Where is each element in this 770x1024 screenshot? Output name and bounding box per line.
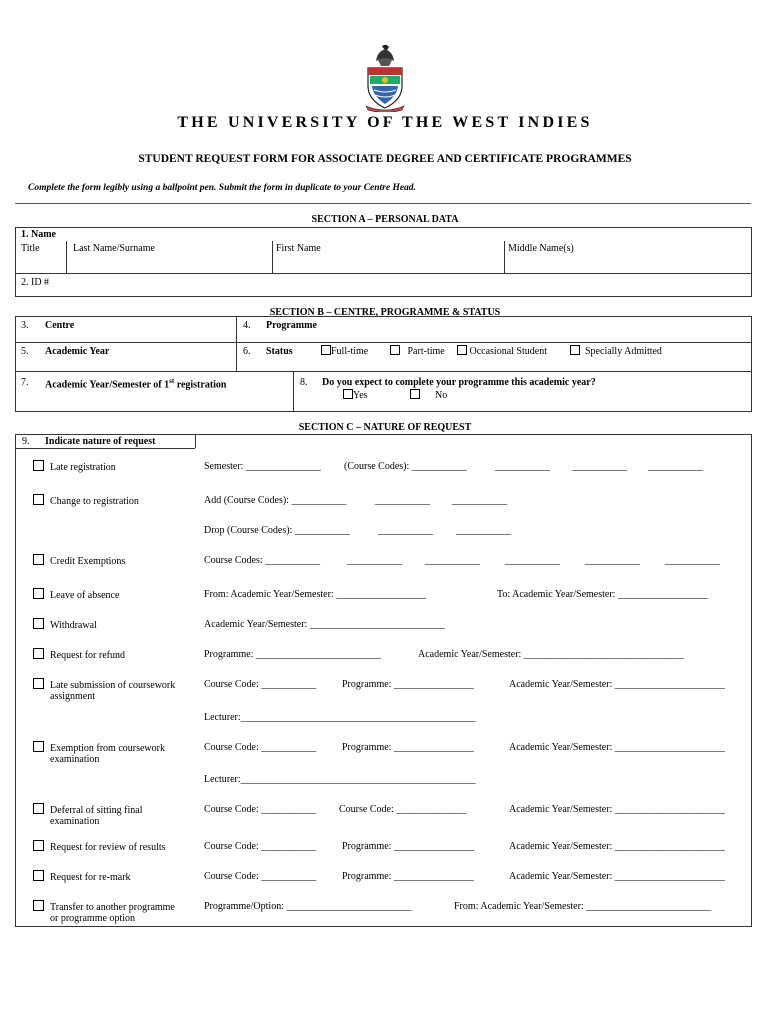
exemption-label-cont: examination xyxy=(50,754,100,765)
nature-of-request-label: Indicate nature of request xyxy=(45,436,156,447)
academic-year-semester-field[interactable]: Academic Year/Semester: ______________________ xyxy=(509,679,725,690)
section-b-heading: SECTION B – CENTRE, PROGRAMME & STATUS xyxy=(269,307,501,318)
lecturer-field[interactable]: Lecturer:_______________________________________________ xyxy=(204,712,476,723)
course-code-field[interactable]: ___________ xyxy=(585,555,640,566)
complete-yes-option[interactable]: Yes xyxy=(343,389,368,401)
lecturer-field[interactable]: Lecturer:_______________________________________________ xyxy=(204,774,476,785)
checkbox-icon xyxy=(343,389,353,399)
drop-course-code-field[interactable]: ___________ xyxy=(378,525,433,536)
section-c-heading: SECTION C – NATURE OF REQUEST xyxy=(298,422,472,433)
first-registration-field-label[interactable]: Academic Year/Semester of 1st registration xyxy=(45,377,227,391)
middle-name-field-label[interactable]: Middle Name(s) xyxy=(508,243,574,254)
programme-field[interactable]: Programme: _________________________ xyxy=(204,649,381,660)
status-label: Status xyxy=(266,346,293,357)
late-submission-label-cont: assignment xyxy=(50,691,95,702)
remark-option[interactable]: Request for re-mark xyxy=(33,870,131,883)
section-b-box xyxy=(15,316,752,412)
header-divider xyxy=(15,203,751,204)
course-code-field[interactable]: Course Code: ______________ xyxy=(339,804,467,815)
course-code-field[interactable]: ___________ xyxy=(495,461,550,472)
semester-field[interactable]: Semester: _______________ xyxy=(204,461,321,472)
academic-year-semester-field[interactable]: Academic Year/Semester: ______________________ xyxy=(509,742,725,753)
exemption-coursework-option[interactable]: Exemption from coursework xyxy=(33,741,165,754)
checkbox-icon xyxy=(33,678,44,689)
academic-year-semester-field[interactable]: Academic Year/Semester: ______________________ xyxy=(509,804,725,815)
checkbox-icon xyxy=(33,900,44,911)
programme-option-field[interactable]: Programme/Option: _________________________ xyxy=(204,901,412,912)
add-course-code-field[interactable]: ___________ xyxy=(375,495,430,506)
title-field-label[interactable]: Title xyxy=(21,243,40,254)
form-title: STUDENT REQUEST FORM FOR ASSOCIATE DEGREE AND CERTIFICATE PROGRAMMES xyxy=(138,153,632,165)
course-code-field[interactable]: Course Code: ___________ xyxy=(204,679,317,690)
checkbox-icon xyxy=(570,345,580,355)
checkbox-icon xyxy=(33,618,44,629)
add-course-code-field[interactable]: ___________ xyxy=(452,495,507,506)
checkbox-icon xyxy=(33,741,44,752)
change-registration-option[interactable]: Change to registration xyxy=(33,494,139,507)
course-code-field[interactable]: Course Code: ___________ xyxy=(204,804,317,815)
programme-field[interactable]: Programme: ________________ xyxy=(342,742,474,753)
course-code-field[interactable]: (Course Codes): ___________ xyxy=(344,461,467,472)
university-title: THE UNIVERSITY OF THE WEST INDIES xyxy=(177,114,593,131)
checkbox-icon xyxy=(33,588,44,599)
course-code-field[interactable]: ___________ xyxy=(347,555,402,566)
university-crest-logo xyxy=(360,42,410,112)
nature-num: 9. xyxy=(22,436,30,447)
checkbox-icon xyxy=(33,648,44,659)
first-name-field-label[interactable]: First Name xyxy=(276,243,321,254)
course-code-field[interactable]: ___________ xyxy=(505,555,560,566)
complete-num: 8. xyxy=(300,377,308,388)
academic-year-semester-field[interactable]: Academic Year/Semester: ______________________ xyxy=(509,841,725,852)
section-a-box xyxy=(15,227,752,297)
checkbox-icon xyxy=(33,870,44,881)
withdrawal-option[interactable]: Withdrawal xyxy=(33,618,97,631)
academic-year-semester-field[interactable]: Academic Year/Semester: ___________________________ xyxy=(204,619,445,630)
status-specially-admitted-option[interactable]: Specially Admitted xyxy=(570,345,662,357)
drop-course-code-field[interactable]: Drop (Course Codes): ___________ xyxy=(204,525,350,536)
programme-field-label[interactable]: Programme xyxy=(266,320,317,331)
checkbox-icon xyxy=(33,494,44,505)
checkbox-icon xyxy=(410,389,420,399)
checkbox-icon xyxy=(33,554,44,565)
course-code-field[interactable]: Course Code: ___________ xyxy=(204,742,317,753)
late-registration-option[interactable]: Late registration xyxy=(33,460,116,473)
course-code-field[interactable]: ___________ xyxy=(665,555,720,566)
academic-year-semester-field[interactable]: Academic Year/Semester: ________________________________ xyxy=(418,649,684,660)
add-course-code-field[interactable]: Add (Course Codes): ___________ xyxy=(204,495,347,506)
late-submission-option[interactable]: Late submission of coursework xyxy=(33,678,175,691)
complete-no-option[interactable]: No xyxy=(410,389,447,401)
to-semester-field[interactable]: To: Academic Year/Semester: __________________ xyxy=(497,589,708,600)
drop-course-code-field[interactable]: ___________ xyxy=(456,525,511,536)
course-code-field[interactable]: Course Code: ___________ xyxy=(204,841,317,852)
from-semester-field[interactable]: From: Academic Year/Semester: __________________ xyxy=(204,589,427,600)
checkbox-icon xyxy=(390,345,400,355)
status-occasional-option[interactable]: Occasional Student xyxy=(457,345,547,357)
first-reg-num: 7. xyxy=(21,377,29,388)
checkbox-icon xyxy=(321,345,331,355)
course-code-field[interactable]: ___________ xyxy=(425,555,480,566)
programme-field[interactable]: Programme: ________________ xyxy=(342,841,474,852)
acad-year-num: 5. xyxy=(21,346,29,357)
deferral-label-cont: examination xyxy=(50,816,100,827)
checkbox-icon xyxy=(33,840,44,851)
course-code-field[interactable]: Course Code: ___________ xyxy=(204,871,317,882)
course-code-field[interactable]: ___________ xyxy=(648,461,703,472)
complete-question: Do you expect to complete your programme this academic year? xyxy=(322,377,596,388)
academic-year-semester-field[interactable]: Academic Year/Semester: ______________________ xyxy=(509,871,725,882)
course-code-field[interactable]: ___________ xyxy=(572,461,627,472)
centre-field-label[interactable]: Centre xyxy=(45,320,75,331)
request-refund-option[interactable]: Request for refund xyxy=(33,648,125,661)
section-a-heading: SECTION A – PERSONAL DATA xyxy=(311,214,459,225)
checkbox-icon xyxy=(33,803,44,814)
programme-field[interactable]: Programme: ________________ xyxy=(342,871,474,882)
programme-field[interactable]: Programme: ________________ xyxy=(342,679,474,690)
id-field[interactable]: 2. ID # xyxy=(21,277,50,288)
centre-num: 3. xyxy=(21,320,29,331)
review-results-option[interactable]: Request for review of results xyxy=(33,840,166,853)
from-semester-field[interactable]: From: Academic Year/Semester: _________________________ xyxy=(454,901,712,912)
leave-of-absence-option[interactable]: Leave of absence xyxy=(33,588,119,601)
status-parttime-option[interactable]: Part-time xyxy=(390,345,445,357)
transfer-programme-option[interactable]: Transfer to another programme xyxy=(33,900,175,913)
academic-year-field-label[interactable]: Academic Year xyxy=(45,346,110,357)
status-num: 6. xyxy=(243,346,251,357)
credit-exemptions-option[interactable]: Credit Exemptions xyxy=(33,554,125,567)
checkbox-icon xyxy=(457,345,467,355)
course-code-field[interactable]: Course Codes: ___________ xyxy=(204,555,321,566)
checkbox-icon xyxy=(33,460,44,471)
name-label: 1. Name xyxy=(21,229,56,240)
form-instructions: Complete the form legibly using a ballpoint pen. Submit the form in duplicate to your Centre Head. xyxy=(28,183,416,193)
deferral-option[interactable]: Deferral of sitting final xyxy=(33,803,142,816)
programme-num: 4. xyxy=(243,320,251,331)
last-name-field-label[interactable]: Last Name/Surname xyxy=(73,243,155,254)
transfer-label-cont: or programme option xyxy=(50,913,135,924)
status-fulltime-option[interactable]: Full-time xyxy=(321,345,368,357)
